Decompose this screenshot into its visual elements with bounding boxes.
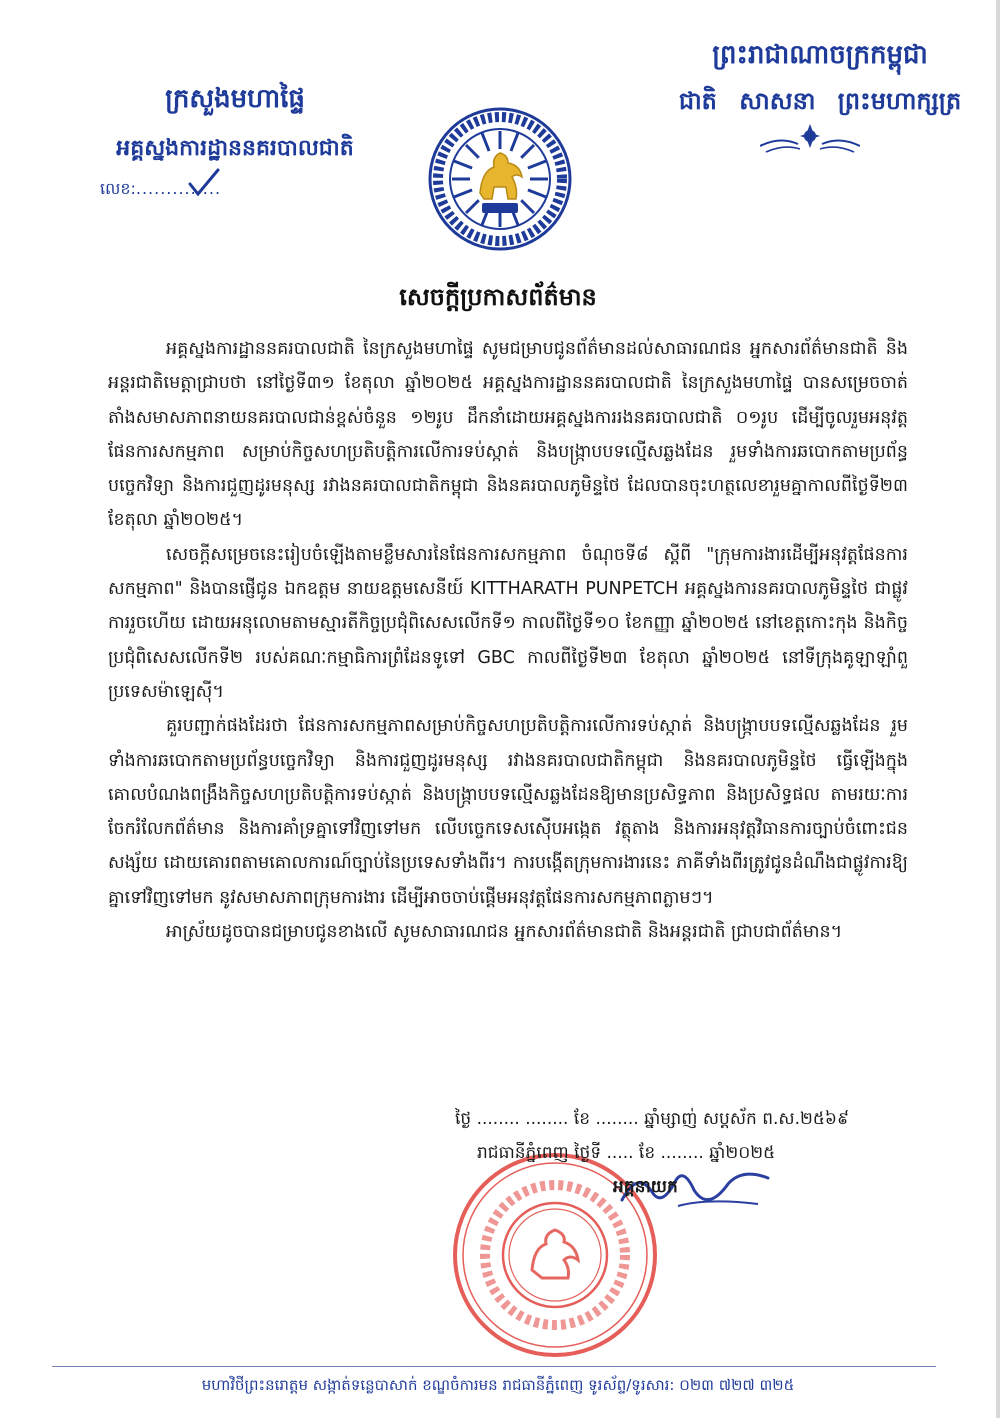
- paragraph-2: សេចក្តីសម្រេចនេះរៀបចំឡើងតាមខ្លឹមសារនៃផែនការសកម្មភាព ចំណុចទី៨ ស្តីពី "ក្រុមការងារដើម្បីអនុវត្តផែនការសកម្មភាព" និងបានផ្ញើជូន ឯកឧត្តម នាយឧត្តមសេនីយ៍ KITTHARATH PUNPETCH អគ្គស្នងការនគរបាលភូមិន្ទថៃ ជាផ្លូវការរួចហើយ ដោយអនុលោមតាមស្មារតីកិច្ចប្រជុំពិសេសលើកទី១ កាលពីថ្ងៃទី១០ ខែកញ្ញា ឆ្នាំ២០២៥ នៅខេត្តកោះកុង និងកិច្ចប្រជុំពិសេសលើកទី២ របស់គណៈកម្មាធិការព្រំដែនទូទៅ GBC កាលពីថ្ងៃទី២៣ ខែតុលា ឆ្នាំ២០២៥ នៅទីក្រុងគូឡាឡាំពួ ប្រទេសម៉ាឡេស៊ី។: [108, 544, 908, 702]
- signature-block: [455, 1102, 925, 1204]
- document-body: [108, 332, 908, 949]
- paragraph-3: គួរបញ្ជាក់ផងដែរថា ផែនការសកម្មភាពសម្រាប់កិច្ចសហប្រតិបត្តិការលើការទប់ស្កាត់ និងបង្ក្រាបបទល្មើសឆ្លងដែន រួមទាំងការឆបោកតាមប្រព័ន្ធបច្ចេកវិទ្យា និងការជួញដូរមនុស្ស រវាងនគរបាលជាតិកម្ពុជា និងនគរបាលភូមិន្ទថៃ ធ្វើឡើងក្នុងគោលបំណងពង្រឹងកិច្ចសហប្រតិបត្តិការទប់ស្កាត់ និងបង្ក្រាបបទល្មើសឆ្លងដែនឱ្យមានប្រសិទ្ធភាព និងប្រសិទ្ធផល តាមរយៈការចែករំលែកព័ត៌មាន និងការគាំទ្រគ្នាទៅវិញទៅមក លើបច្ចេកទេសស៊ើបអង្កេត វត្ថុតាង និងការអនុវត្តវិធានការច្បាប់ចំពោះជនសង្ស័យ ដោយគោរពតាមគោលការណ៍ច្បាប់នៃប្រទេសទាំងពីរ។ ការបង្កើតក្រុមការងារនេះ ភាគីទាំងពីរត្រូវជូនដំណឹងជាផ្លូវការឱ្យគ្នាទៅវិញទៅមក នូវសមាសភាពក្រុមការងារ ដើម្បីអាចចាប់ផ្តើមអនុវត្តផែនការសកម្មភាពភ្លាមៗ។: [108, 716, 908, 908]
- department-name: អគ្គស្នងការដ្ឋាននគរបាលជាតិ: [116, 136, 354, 161]
- paragraph-4: អាស្រ័យដូចបានជម្រាបជូនខាងលើ សូមសាធារណជន អ្នកសារព័ត៌មានជាតិ និងអន្តរជាតិ ជ្រាបជាព័ត៌មាន។: [166, 922, 843, 943]
- signer-title: អគ្គនាយក: [613, 1177, 678, 1197]
- ministry-name: ក្រសួងមហាផ្ទៃ: [165, 84, 305, 114]
- document-title: សេចក្តីប្រកាសព័ត៌មាន: [399, 283, 597, 311]
- lunar-date: ថ្ងៃ ........ ........ ខែ ........ ឆ្នាំម្សាញ់ សប្តស័ក ព.ស.២៥៦៩: [455, 1109, 849, 1129]
- ministry-header: [70, 82, 400, 166]
- kingdom-header: [660, 38, 980, 121]
- reference-label: លេខ:: [100, 179, 136, 198]
- city-date: រាជធានីភ្នំពេញ ថ្ងៃទី ..... ខែ ........ ឆ្នាំ២០២៥: [477, 1143, 776, 1163]
- checkmark-icon: [188, 168, 220, 198]
- footer-address: មហាវិថីព្រះនរោត្តម សង្កាត់ទន្លេបាសាក់ ខណ្ឌចំការមន រាជធានីភ្នំពេញ ទូរស័ព្ទ/ទូរសារ: ០២៣ ៧២៧ ៣២៥: [201, 1376, 795, 1394]
- national-motto: ជាតិ សាសនា ព្រះមហាក្សត្រ: [678, 87, 962, 115]
- paragraph-1: អគ្គស្នងការដ្ឋាននគរបាលជាតិ នៃក្រសួងមហាផ្ទៃ សូមជម្រាបជូនព័ត៌មានដល់សាធារណជន អ្នកសារព័ត៌មានជាតិ និងអន្តរជាតិមេត្តាជ្រាបថា នៅថ្ងៃទី៣១ ខែតុលា ឆ្នាំ២០២៥ អគ្គស្នងការដ្ឋាននគរបាលជាតិ នៃក្រសួងមហាផ្ទៃ បានសម្រេចចាត់តាំងសមាសភាពនាយនគរបាលជាន់ខ្ពស់ចំនួន ១២រូប ដឹកនាំដោយអគ្គស្នងការរងនគរបាលជាតិ ០១រូប ដើម្បីចូលរួមអនុវត្តផែនការសកម្មភាព សម្រាប់កិច្ចសហប្រតិបត្តិការលើការទប់ស្កាត់ និងបង្ក្រាបបទល្មើសឆ្លងដែន រួមទាំងការឆបោកតាមប្រព័ន្ធបច្ចេកវិទ្យា និងការជួញដូរមនុស្ស រវាងនគរបាលជាតិកម្ពុជា និងនគរបាលភូមិន្ទថៃ ដែលបានចុះហត្ថលេខារួមគ្នាកាលពីថ្ងៃទី២៣ ខែតុលា ឆ្នាំ២០២៥។: [108, 339, 908, 531]
- police-emblem-icon: [428, 107, 572, 251]
- ornament-icon: [760, 122, 860, 156]
- reference-dots: ..............: [135, 179, 222, 198]
- kingdom-title: ព្រះរាជាណាចក្រកម្ពុជា: [712, 40, 928, 70]
- footer-divider: [52, 1366, 936, 1367]
